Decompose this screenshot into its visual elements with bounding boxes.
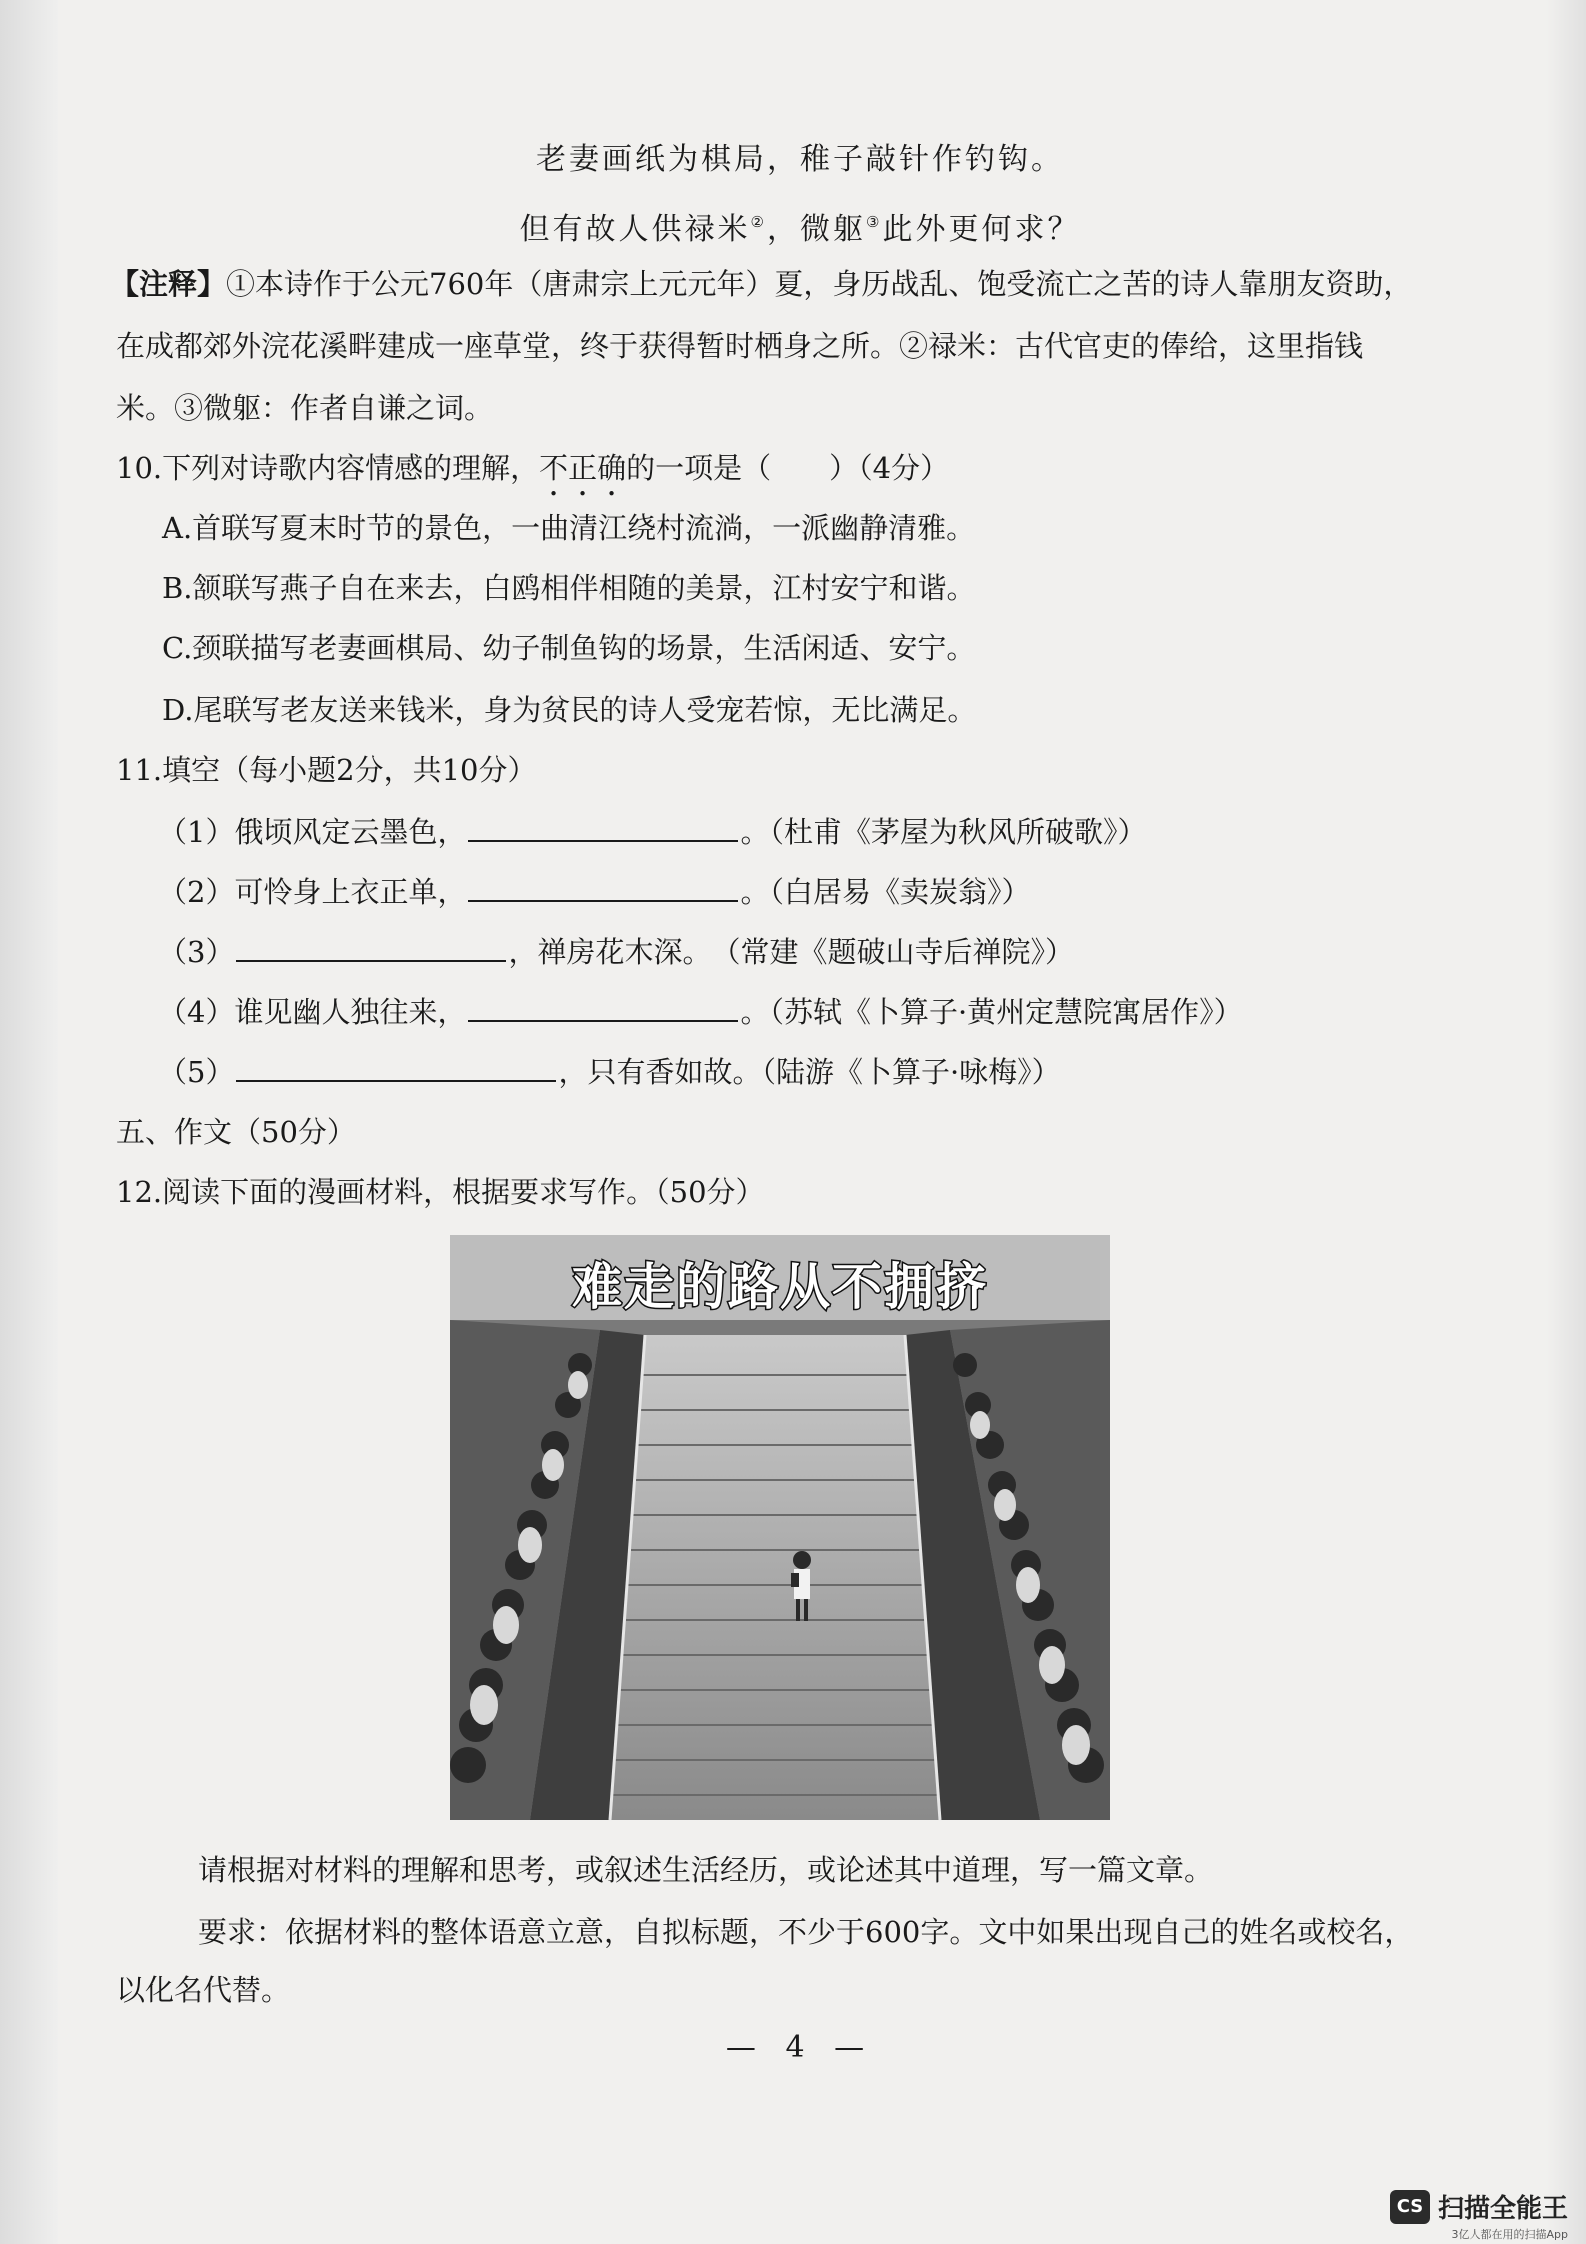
poem-line-3: 老妻画纸为棋局，稚子敲针作钓钩。: [536, 142, 1064, 177]
answer-blank[interactable]: [236, 1054, 556, 1082]
answer-blank[interactable]: [468, 874, 738, 902]
page-number: — 4 —: [725, 2030, 875, 2065]
option-a: A.首联写夏末时节的景色，一曲清江绕村流淌，一派幽静清雅。: [162, 511, 976, 545]
camscanner-logo-icon: CS: [1390, 2190, 1430, 2224]
poem-line-4: 但有故人供禄米②，微躯③此外更何求？: [519, 212, 1081, 247]
footnote-marker-2: ②: [750, 213, 767, 231]
comic-image: [450, 1235, 1110, 1820]
scanner-tagline: 3亿人都在用的扫描App: [1451, 2228, 1568, 2241]
fill-blank-2: （2）可怜身上衣正单， 。（白居易《卖炭翁》）: [158, 875, 1031, 909]
writing-requirement-line-2: 以化名代替。: [116, 1973, 291, 2007]
annotation-label: 【注释】: [110, 267, 227, 301]
footnote-marker-3: ③: [866, 213, 883, 231]
comic-title: 难走的路从不拥挤: [572, 1258, 988, 1316]
fill-blank-4: （4）谁见幽人独往来， 。（苏轼《卜算子·黄州定慧院寓居作》）: [158, 995, 1243, 1029]
option-c: C.颈联描写老妻画棋局、幼子制鱼钩的场景，生活闲适、安宁。: [162, 631, 976, 665]
scanner-watermark: [1390, 2188, 1568, 2225]
fill-blank-5: （5） ，只有香如故。（陆游《卜算子·咏梅》）: [158, 1055, 1061, 1089]
fill-blank-3: （3） ，禅房花木深。 （常建《题破山寺后禅院》）: [158, 935, 1074, 969]
question-12-stem: 12.阅读下面的漫画材料，根据要求写作。（50分）: [116, 1175, 765, 1209]
question-10-stem: 10.下列对诗歌内容情感的理解，不正确的一项是（ ）（4分）: [116, 451, 950, 485]
staircase: [610, 1335, 940, 1820]
page-edge-shadow: [0, 0, 58, 2244]
answer-blank[interactable]: [468, 994, 738, 1022]
writing-prompt: 请根据对材料的理解和思考，或叙述生活经历，或论述其中道理，写一篇文章。: [198, 1853, 1214, 1887]
annotation-line-1: 【注释】①本诗作于公元760年（唐肃宗上元元年）夏，身历战乱、饱受流亡之苦的诗人靠朋友资助，: [110, 267, 1413, 301]
question-11-stem: 11.填空（每小题2分，共10分）: [116, 753, 537, 787]
option-d: D.尾联写老友送来钱米，身为贫民的诗人受宠若惊，无比满足。: [162, 693, 977, 727]
escalator-stairs-illustration: [450, 1235, 1110, 1820]
scanner-app-name: 扫描全能王: [1437, 2194, 1568, 2224]
fill-blank-1: （1）俄顷风定云墨色， 。（杜甫《茅屋为秋风所破歌》）: [158, 815, 1147, 849]
option-b: B.颔联写燕子自在来去，白鸥相伴相随的美景，江村安宁和谐。: [162, 571, 976, 605]
answer-blank[interactable]: [236, 934, 506, 962]
answer-blank[interactable]: [468, 814, 738, 842]
annotation-line-3: 米。③微躯：作者自谦之词。: [116, 391, 494, 425]
writing-requirement-line-1: 要求：依据材料的整体语意立意，自拟标题，不少于600字。文中如果出现自己的姓名或校名，: [198, 1915, 1414, 1949]
annotation-line-2: 在成都郊外浣花溪畔建成一座草堂，终于获得暂时栖身之所。②禄米：古代官吏的俸给，这里指钱: [116, 329, 1364, 363]
emphasis-text: 不正确: [539, 451, 627, 485]
exam-page: [70, 0, 1560, 2244]
section-5-heading: 五、作文（50分）: [116, 1115, 356, 1149]
